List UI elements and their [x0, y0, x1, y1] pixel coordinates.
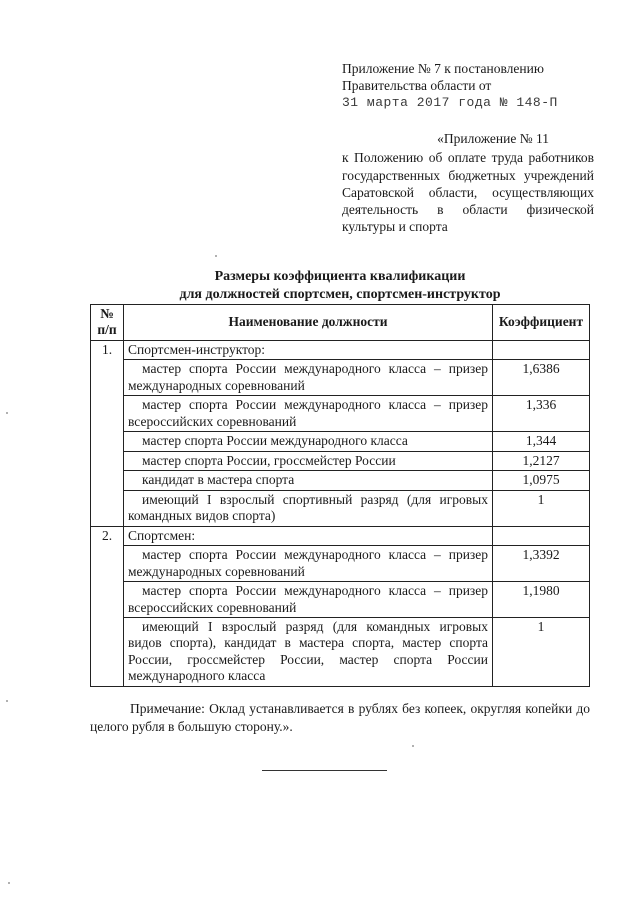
table-row	[91, 360, 590, 396]
coefficient-value: 1,6386	[493, 360, 590, 396]
coefficient-value: 1,2127	[493, 451, 590, 470]
table-row	[91, 490, 590, 526]
table-row	[91, 582, 590, 618]
position-name-text: имеющий I взрослый разряд (для командных игровых видов спорта), кандидат в мастера спорта, мастер спорта России, гроссмейстер России, мастер спорта России международного класса	[128, 618, 488, 684]
table-row	[91, 471, 590, 490]
position-name	[124, 490, 493, 526]
coefficient-value: 1,1980	[493, 582, 590, 618]
position-name-text: кандидат в мастера спорта	[142, 472, 295, 488]
position-name	[124, 432, 493, 451]
approval-header	[342, 60, 597, 111]
position-name	[124, 582, 493, 618]
coefficient-table	[90, 304, 590, 687]
scan-mark	[8, 882, 10, 884]
scan-mark	[215, 255, 217, 257]
group-coef-empty	[493, 340, 590, 359]
position-name	[124, 451, 493, 470]
table-row	[91, 546, 590, 582]
date-number-stamp: 31 марта 2017 года № 148-П	[342, 94, 558, 110]
position-name-text: мастер спорта России международного класса – призер международных соревнований	[128, 361, 488, 393]
group-number: 2.	[91, 526, 124, 686]
table-row	[91, 396, 590, 432]
scan-mark	[412, 745, 414, 747]
coefficient-value: 1,344	[493, 432, 590, 451]
header-line-1: Приложение № 7 к постановлению	[342, 61, 544, 76]
note	[90, 700, 590, 736]
coefficient-value: 1,3392	[493, 546, 590, 582]
position-name	[124, 396, 493, 432]
position-name-text: мастер спорта России международного класса – призер всероссийских соревнований	[128, 397, 488, 429]
group-label: Спортсмен-инструктор:	[124, 340, 493, 359]
annex-title: «Приложение № 11	[437, 131, 549, 146]
position-name-text: мастер спорта России международного класса	[142, 433, 408, 449]
position-name-text: имеющий I взрослый спортивный разряд (для игровых командных видов спорта)	[128, 491, 488, 524]
position-name	[124, 471, 493, 490]
scan-mark	[6, 700, 8, 702]
group-number: 1.	[91, 340, 124, 526]
coefficient-value: 1	[493, 617, 590, 686]
coefficient-value: 1,336	[493, 396, 590, 432]
position-name-text: мастер спорта России международного класса – призер всероссийских соревнований	[128, 583, 488, 615]
title-line-1: Размеры коэффициента квалификации	[214, 269, 466, 284]
table-body	[91, 340, 590, 686]
note-text: Примечание: Оклад устанавливается в рублях без копеек, округляя копейки до целого рубля в большую сторону.».	[90, 701, 590, 735]
group-label: Спортсмен:	[124, 526, 493, 545]
header-name: Наименование должности	[124, 305, 493, 341]
group-row	[91, 526, 590, 545]
coefficient-value: 1	[493, 490, 590, 526]
annex-text: к Положению об оплате труда работников государственных бюджетных учреждений Саратовской области, осуществляющих деятельность в области физической культуры и спорта	[342, 150, 594, 235]
header-num: № п/п	[91, 305, 124, 341]
scan-mark	[6, 412, 8, 414]
table-row	[91, 432, 590, 451]
position-name-text: мастер спорта России, гроссмейстер России	[142, 452, 396, 468]
position-name	[124, 617, 493, 686]
annex-reference	[342, 130, 594, 236]
group-coef-empty	[493, 526, 590, 545]
table-row	[91, 451, 590, 470]
coefficient-value: 1,0975	[493, 471, 590, 490]
table-header-row	[91, 305, 590, 341]
group-row	[91, 340, 590, 359]
title-line-2: для должностей спортсмен, спортсмен-инструктор	[179, 286, 501, 302]
position-name	[124, 360, 493, 396]
header-coef: Коэффициент	[493, 305, 590, 341]
table-row	[91, 617, 590, 686]
position-name-text: мастер спорта России международного класса – призер международных соревнований	[128, 547, 488, 579]
closing-line	[262, 770, 387, 771]
position-name	[124, 546, 493, 582]
document-title	[60, 268, 620, 303]
header-line-2: Правительства области от	[342, 78, 492, 94]
